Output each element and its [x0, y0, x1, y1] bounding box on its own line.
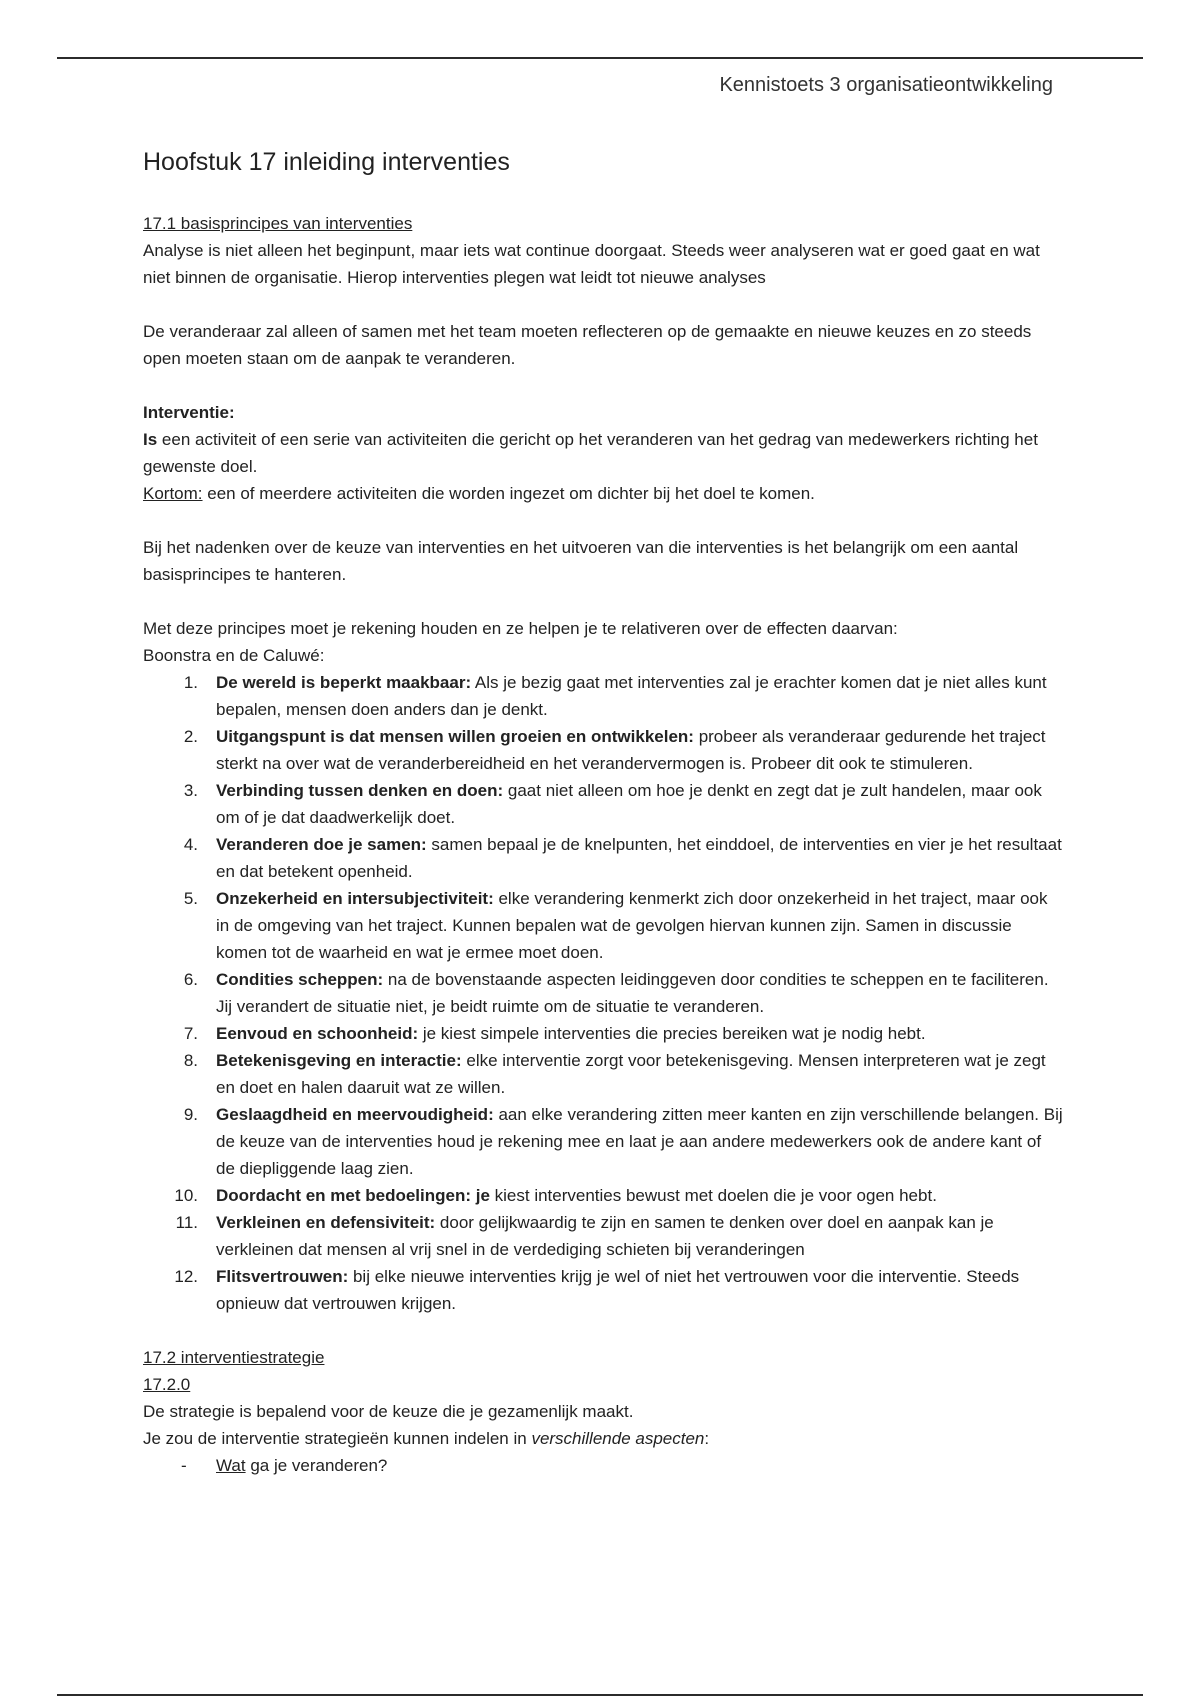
- list-item: [143, 1182, 1063, 1209]
- principle-title: Veranderen doe je samen:: [216, 835, 427, 854]
- principle-text: aan elke verandering zitten meer kanten en zijn verschillende belangen. Bij de keuze van de interventies houd je rekening mee en laat je aan andere medewerkers ook de andere kant of de diepliggende laag zien.: [216, 1105, 1063, 1178]
- list-item: [143, 885, 1063, 966]
- list-item: [143, 1452, 1063, 1479]
- principle-text: je kiest simpele interventies die precies bereiken wat je nodig hebt.: [418, 1024, 926, 1043]
- list-item: [143, 1209, 1063, 1263]
- kortom-line: Kortom: een of meerdere activiteiten die worden ingezet om dichter bij het doel te komen.: [143, 484, 815, 503]
- list-number: 10.: [174, 1186, 198, 1205]
- subsection-heading: 17.2.0: [143, 1375, 191, 1394]
- paragraph-indelen: Je zou de interventie strategieën kunnen indelen in verschillende aspecten:: [143, 1429, 710, 1448]
- aspect-text: ga je veranderen?: [245, 1456, 388, 1475]
- principle-text: elke verandering kenmerkt zich door onzekerheid in het traject, maar ook in de omgeving van het traject. Kunnen bepalen wat de gevolgen hiervan kunnen zijn. Samen in discussie komen tot de waarheid en wat je ermee moet doen.: [216, 889, 1048, 962]
- footer-rule: [57, 1694, 1143, 1696]
- list-number: 9.: [183, 1105, 198, 1124]
- list-number: 5.: [183, 889, 198, 908]
- list-number: 1.: [183, 673, 198, 692]
- principle-text: bij elke nieuwe interventies krijg je wel of niet het vertrouwen voor die interventie. Steeds opnieuw dat vertrouwen krijgen.: [216, 1267, 1020, 1313]
- list-item: [143, 1263, 1063, 1317]
- paragraph-veranderaar: De veranderaar zal alleen of samen met het team moeten reflecteren op de gemaakte en nieuwe keuzes en zo steeds open moeten staan om de aanpak te veranderen.: [143, 322, 1032, 368]
- list-number: 6.: [183, 970, 198, 989]
- principle-title: Flitsvertrouwen:: [216, 1267, 349, 1286]
- spacer: [143, 507, 1063, 534]
- list-number: 11.: [175, 1213, 198, 1232]
- principle-title: Onzekerheid en intersubjectiviteit:: [216, 889, 494, 908]
- list-item: [143, 1047, 1063, 1101]
- list-item: [143, 966, 1063, 1020]
- principles-list: [143, 669, 1063, 1317]
- dash-bullet-icon: -: [181, 1456, 187, 1475]
- spacer: [143, 588, 1063, 615]
- list-number: 12.: [174, 1267, 198, 1286]
- principle-title: Eenvoud en schoonheid:: [216, 1024, 419, 1043]
- spacer: [143, 1317, 1063, 1344]
- spacer: [143, 372, 1063, 399]
- running-header: Kennistoets 3 organisatieontwikkeling: [719, 74, 1053, 96]
- list-number: 4.: [183, 835, 198, 854]
- principle-title: Verkleinen en defensiviteit:: [216, 1213, 436, 1232]
- paragraph-analyse: Analyse is niet alleen het beginpunt, maar iets wat continue doorgaat. Steeds weer analyseren wat er goed gaat en wat niet binnen de organisatie. Hierop interventies plegen wat leidt tot nieuwe analyses: [143, 241, 1040, 287]
- paragraph-authors: Boonstra en de Caluwé:: [143, 646, 325, 665]
- list-item: [143, 777, 1063, 831]
- list-item: [143, 1020, 1063, 1047]
- paragraph-strategie: De strategie is bepalend voor de keuze die je gezamenlijk maakt.: [143, 1402, 634, 1421]
- list-number: 3.: [183, 781, 198, 800]
- principle-text: door gelijkwaardig te zijn en samen te denken over doel en aanpak kan je verkleinen dat mensen al vrij snel in de verdediging schieten bij veranderingen: [216, 1213, 994, 1259]
- principle-title: Betekenisgeving en interactie:: [216, 1051, 462, 1070]
- list-number: 2.: [183, 727, 198, 746]
- list-item: [143, 669, 1063, 723]
- principle-text: gaat niet alleen om hoe je denkt en zegt dat je zult handelen, maar ook om of je dat daadwerkelijk doet.: [216, 781, 1042, 827]
- page-content: [143, 145, 1063, 1479]
- definition-is: Is: [143, 430, 158, 449]
- paragraph-principes-intro: Met deze principes moet je rekening houden en ze helpen je te relativeren over de effecten daarvan:: [143, 619, 898, 638]
- definition-term: Interventie:: [143, 403, 235, 422]
- list-number: 7.: [183, 1024, 198, 1043]
- principle-text: Als je bezig gaat met interventies zal je erachter komen dat je niet alles kunt bepalen, mensen doen anders dan je denkt.: [216, 673, 1047, 719]
- principle-title: Doordacht en met bedoelingen: je: [216, 1186, 490, 1205]
- aspect-keyword: Wat: [216, 1456, 246, 1475]
- paragraph-basisprincipes: Bij het nadenken over de keuze van interventies en het uitvoeren van die interventies is het belangrijk om een aantal basisprincipes te hanteren.: [143, 538, 1019, 584]
- list-item: [143, 1101, 1063, 1182]
- list-number: 8.: [183, 1051, 198, 1070]
- list-item: [143, 723, 1063, 777]
- principle-title: Verbinding tussen denken en doen:: [216, 781, 504, 800]
- principle-text: na de bovenstaande aspecten leidinggeven door condities te scheppen en te faciliteren. Jij verandert de situatie niet, je beidt ruimte om de situatie te veranderen.: [216, 970, 1049, 1016]
- list-item: [143, 831, 1063, 885]
- spacer: [143, 291, 1063, 318]
- section-heading: 17.2 interventiestrategie: [143, 1348, 325, 1367]
- principle-text: probeer als veranderaar gedurende het traject sterkt na over wat de veranderbereidheid en het verandervermogen is. Probeer dit ook te stimuleren.: [216, 727, 1046, 773]
- principle-text: kiest interventies bewust met doelen die je voor ogen hebt.: [489, 1186, 937, 1205]
- aspects-list: [143, 1452, 1063, 1479]
- principle-title: Condities scheppen:: [216, 970, 384, 989]
- header-rule: [57, 57, 1143, 59]
- section-17-2-heading: [143, 1344, 1063, 1371]
- definition-text: Is een activiteit of een serie van activiteiten die gericht op het veranderen van het gedrag van medewerkers richting het gewenste doel.: [143, 430, 1038, 476]
- chapter-title: Hoofstuk 17 inleiding interventies: [143, 148, 510, 176]
- section-heading: 17.1 basisprincipes van interventies: [143, 214, 413, 233]
- principle-title: Uitgangspunt is dat mensen willen groeien en ontwikkelen:: [216, 727, 694, 746]
- principle-text: elke interventie zorgt voor betekenisgeving. Mensen interpreteren wat je zegt en doet en halen daaruit wat ze willen.: [216, 1051, 1046, 1097]
- kortom-label: Kortom:: [143, 484, 203, 503]
- principle-title: De wereld is beperkt maakbaar:: [216, 673, 472, 692]
- section-17-2-0-heading: [143, 1371, 1063, 1398]
- principle-text: samen bepaal je de knelpunten, het einddoel, de interventies en vier je het resultaat en dat betekent openheid.: [216, 835, 1062, 881]
- section-17-1-heading: [143, 210, 1063, 237]
- principle-title: Geslaagdheid en meervoudigheid:: [216, 1105, 494, 1124]
